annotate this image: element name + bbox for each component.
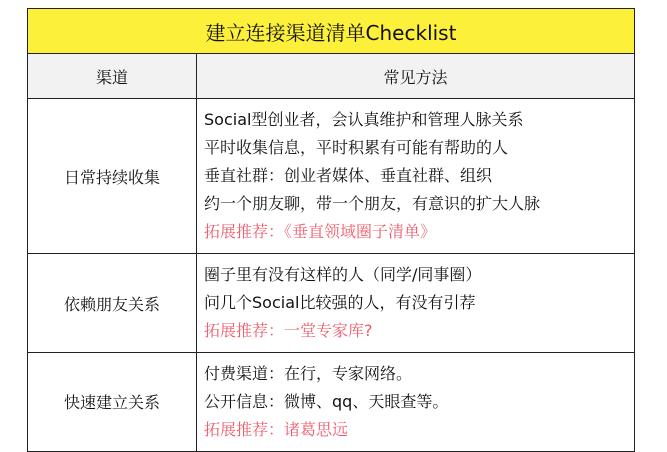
channel-cell: 依赖朋友关系 — [28, 254, 197, 353]
channel-cell: 日常持续收集 — [28, 99, 197, 254]
checklist-title: 建立连接渠道清单Checklist — [28, 9, 634, 54]
method-line: 约一个朋友聊，带一个朋友，有意识的扩大人脉 — [204, 194, 541, 213]
extend-value: 诸葛思远 — [284, 419, 349, 439]
method-cell — [197, 99, 635, 254]
header-row — [28, 54, 634, 99]
checklist-card — [27, 8, 635, 452]
table-row — [28, 353, 634, 451]
extend-label: 拓展推荐： — [204, 222, 285, 241]
extend-recommendation — [204, 317, 634, 345]
extend-recommendation — [204, 416, 634, 444]
extend-value: 《垂直领域圈子清单》 — [284, 222, 437, 241]
header-channel: 渠道 — [28, 54, 197, 99]
channel-cell: 快速建立关系 — [28, 353, 197, 451]
extend-recommendation — [204, 218, 634, 246]
method-line: 平时收集信息，平时积累有可能有帮助的人 — [204, 138, 509, 157]
extend-value: 一堂专家库? — [284, 321, 373, 340]
method-line: 付费渠道：在行，专家网络。 — [204, 363, 413, 383]
extend-label: 拓展推荐： — [204, 419, 285, 439]
table-row — [28, 254, 634, 353]
header-method: 常见方法 — [197, 54, 635, 99]
method-line: 圈子里有没有这样的人（同学/同事圈） — [204, 265, 482, 284]
extend-label: 拓展推荐： — [204, 321, 285, 340]
method-line: 垂直社群：创业者媒体、垂直社群、组织 — [204, 166, 493, 185]
method-line: 问几个Social比较强的人，有没有引荐 — [204, 293, 476, 312]
method-cell — [197, 353, 635, 451]
method-cell — [197, 254, 635, 353]
table-row — [28, 99, 634, 254]
checklist-table — [28, 54, 634, 451]
method-line: Social型创业者，会认真维护和管理人脉关系 — [204, 110, 524, 129]
method-line: 公开信息：微博、qq、天眼查等。 — [204, 391, 449, 411]
